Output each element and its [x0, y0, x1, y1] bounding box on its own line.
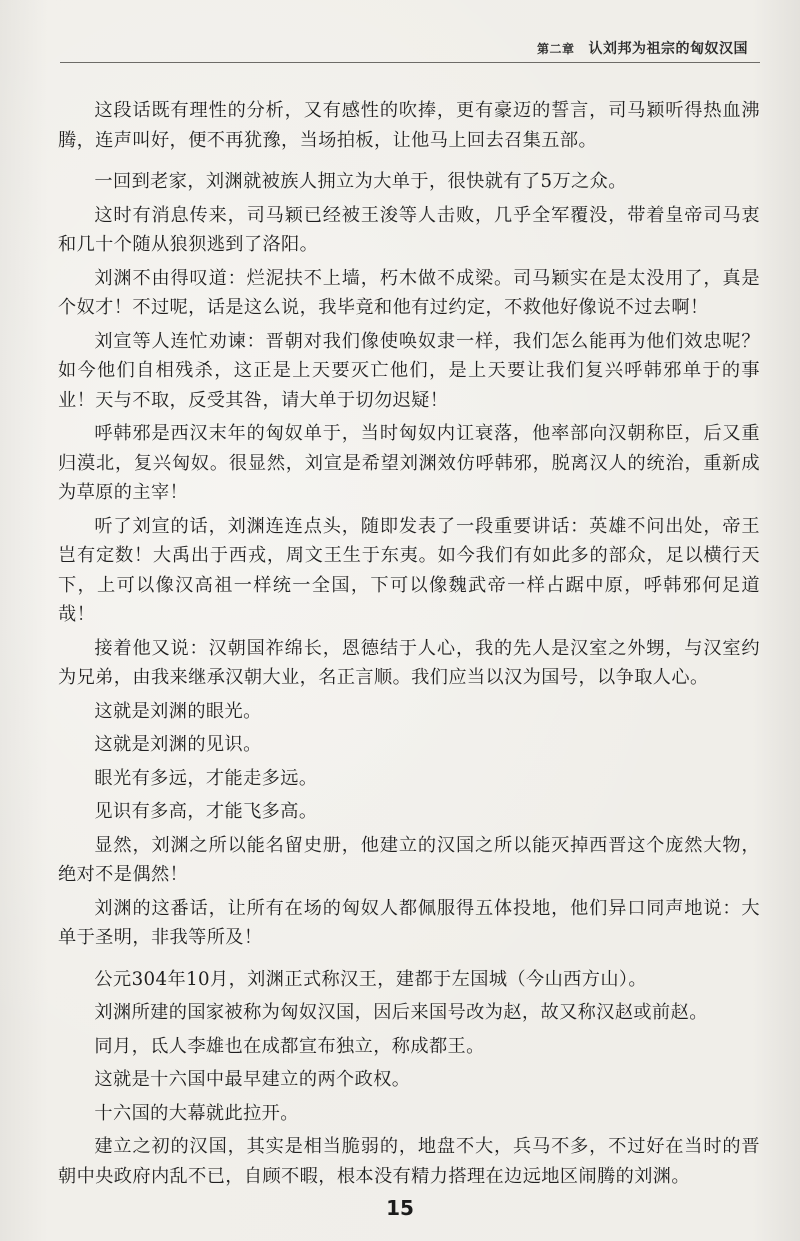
paragraph: 这就是十六国中最早建立的两个政权。: [94, 1069, 411, 1090]
header-divider: [60, 62, 760, 63]
paragraph: 显然，刘渊之所以能名留史册，他建立的汉国之所以能灭掉西晋这个庞然大物，绝对不是偶然！: [58, 834, 760, 885]
paragraph: 这就是刘渊的眼光。: [94, 700, 262, 722]
page-number: 15: [386, 1196, 414, 1220]
body-text: [58, 96, 760, 1195]
paragraph: 同月，氐人李雄也在成都宣布独立，称成都王。: [94, 1035, 485, 1057]
running-header: [537, 38, 748, 58]
paragraph: 刘渊所建的国家被称为匈奴汉国，因后来国号改为赵，故又称汉赵或前赵。: [94, 1002, 708, 1023]
paragraph: 眼光有多远，才能走多远。: [94, 767, 318, 789]
paragraph: 刘渊的这番话，让所有在场的匈奴人都佩服得五体投地，他们异口同声地说：大单于圣明，非我等所及！: [58, 897, 760, 948]
paragraph: 刘渊不由得叹道：烂泥扶不上墙，朽木做不成梁。司马颖实在是太没用了，真是个奴才！不过呢，话是这么说，我毕竟和他有过约定，不救他好像说不过去啊！: [58, 267, 760, 318]
paragraph: 一回到老家，刘渊就被族人拥立为大单于，很快就有了5万之众。: [94, 171, 627, 192]
paragraph: 这时有消息传来，司马颖已经被王浚等人击败，几乎全军覆没，带着皇帝司马衷和几十个随从狼狈逃到了洛阳。: [58, 204, 760, 255]
paragraph: 建立之初的汉国，其实是相当脆弱的，地盘不大，兵马不多，不过好在当时的晋朝中央政府内乱不已，自顾不暇，根本没有精力搭理在边远地区闹腾的刘渊。: [58, 1136, 760, 1187]
paragraph: 听了刘宣的话，刘渊连连点头，随即发表了一段重要讲话：英雄不问出处，帝王岂有定数！大禹出于西戎，周文王生于东夷。如今我们有如此多的部众，足以横行天下，上可以像汉高祖一样统一全国，下可以像魏武帝一样占踞中原，呼韩邪何足道哉！: [58, 515, 760, 625]
paragraph: 这就是刘渊的见识。: [94, 734, 262, 755]
chapter-title: 认刘邦为祖宗的匈奴汉国: [588, 41, 748, 57]
paragraph: 见识有多高，才能飞多高。: [94, 801, 318, 822]
paragraph: 公元304年10月，刘渊正式称汉王，建都于左国城（今山西方山）。: [94, 968, 648, 990]
paragraph: 接着他又说：汉朝国祚绵长，恩德结于人心，我的先人是汉室之外甥，与汉室约为兄弟，由我来继承汉朝大业，名正言顺。我们应当以汉为国号，以争取人心。: [58, 637, 760, 688]
paragraph: 刘宣等人连忙劝谏：晋朝对我们像使唤奴隶一样，我们怎么能再为他们效忠呢？如今他们自相残杀，这正是上天要灭亡他们，是上天要让我们复兴呼韩邪单于的事业！天与不取，反受其咎，请大单于切勿迟疑！: [58, 330, 760, 411]
paragraph: 十六国的大幕就此拉开。: [94, 1102, 299, 1124]
chapter-label: 第二章: [536, 42, 575, 56]
paragraph: 呼韩邪是西汉末年的匈奴单于，当时匈奴内讧衰落，他率部向汉朝称臣，后又重归漠北，复兴匈奴。很显然，刘宣是希望刘渊效仿呼韩邪，脱离汉人的统治，重新成为草原的主宰！: [58, 423, 760, 503]
paragraph: 这段话既有理性的分析，又有感性的吹捧，更有豪迈的誓言，司马颖听得热血沸腾，连声叫好，便不再犹豫，当场拍板，让他马上回去召集五部。: [58, 100, 760, 151]
